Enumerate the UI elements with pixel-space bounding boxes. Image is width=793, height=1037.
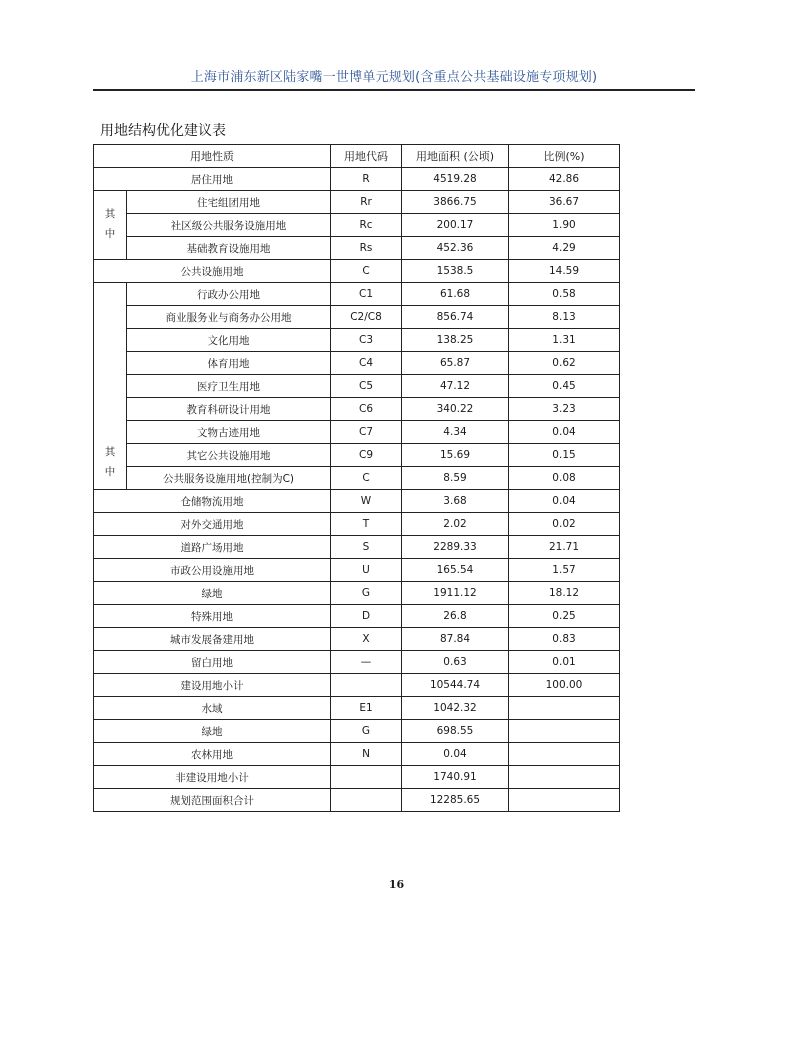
area-cell: 1042.32 [402, 697, 509, 720]
land-type-cell: 公共服务设施用地(控制为C) [127, 467, 331, 490]
land-type-cell: 公共设施用地 [94, 260, 331, 283]
land-type-cell: 住宅组团用地 [127, 191, 331, 214]
ratio-cell: 8.13 [509, 306, 620, 329]
area-cell: 3866.75 [402, 191, 509, 214]
ratio-cell: 21.71 [509, 536, 620, 559]
land-code-cell [331, 789, 402, 812]
ratio-cell: 0.04 [509, 490, 620, 513]
ratio-cell: 0.01 [509, 651, 620, 674]
land-type-cell: 医疗卫生用地 [127, 375, 331, 398]
area-cell: 15.69 [402, 444, 509, 467]
land-type-cell: 绿地 [94, 582, 331, 605]
ratio-cell: 0.08 [509, 467, 620, 490]
table-row [94, 582, 620, 605]
ratio-cell: 3.23 [509, 398, 620, 421]
ratio-cell [509, 697, 620, 720]
land-type-cell: 非建设用地小计 [94, 766, 331, 789]
area-cell: 4519.28 [402, 168, 509, 191]
group-label-char: 中 [104, 466, 116, 479]
table-row [94, 789, 620, 812]
area-cell: 3.68 [402, 490, 509, 513]
table-row [94, 628, 620, 651]
area-cell: 340.22 [402, 398, 509, 421]
area-cell: 65.87 [402, 352, 509, 375]
header-divider [93, 89, 695, 91]
land-code-cell [331, 766, 402, 789]
table-row [94, 329, 620, 352]
group-label-char: 其 [104, 446, 116, 459]
ratio-cell [509, 789, 620, 812]
ratio-cell: 0.58 [509, 283, 620, 306]
land-code-cell [331, 674, 402, 697]
land-code-cell: C [331, 467, 402, 490]
group-label-public [94, 283, 127, 490]
area-cell: 200.17 [402, 214, 509, 237]
area-cell: 12285.65 [402, 789, 509, 812]
land-type-cell: 教育科研设计用地 [127, 398, 331, 421]
table-row [94, 605, 620, 628]
land-code-cell: C2/C8 [331, 306, 402, 329]
ratio-cell: 18.12 [509, 582, 620, 605]
ratio-cell: 0.62 [509, 352, 620, 375]
table-row [94, 467, 620, 490]
land-code-cell: C6 [331, 398, 402, 421]
land-type-cell: 建设用地小计 [94, 674, 331, 697]
ratio-cell: 0.02 [509, 513, 620, 536]
area-cell: 8.59 [402, 467, 509, 490]
table-row [94, 421, 620, 444]
land-code-cell: C1 [331, 283, 402, 306]
ratio-cell: 0.15 [509, 444, 620, 467]
table-row [94, 766, 620, 789]
ratio-cell: 1.57 [509, 559, 620, 582]
column-header-area: 用地面积 (公顷) [402, 145, 509, 168]
land-type-cell: 商业服务业与商务办公用地 [127, 306, 331, 329]
table-row [94, 375, 620, 398]
area-cell: 1911.12 [402, 582, 509, 605]
table-row [94, 490, 620, 513]
land-code-cell: — [331, 651, 402, 674]
area-cell: 4.34 [402, 421, 509, 444]
area-cell: 0.63 [402, 651, 509, 674]
land-code-cell: C4 [331, 352, 402, 375]
area-cell: 61.68 [402, 283, 509, 306]
land-type-cell: 对外交通用地 [94, 513, 331, 536]
area-cell: 1740.91 [402, 766, 509, 789]
area-cell: 10544.74 [402, 674, 509, 697]
table-row [94, 674, 620, 697]
table-row [94, 720, 620, 743]
ratio-cell: 42.86 [509, 168, 620, 191]
table-row [94, 559, 620, 582]
area-cell: 47.12 [402, 375, 509, 398]
land-type-cell: 其它公共设施用地 [127, 444, 331, 467]
land-code-cell: G [331, 582, 402, 605]
ratio-cell: 4.29 [509, 237, 620, 260]
land-type-cell: 仓储物流用地 [94, 490, 331, 513]
area-cell: 87.84 [402, 628, 509, 651]
land-type-cell: 居住用地 [94, 168, 331, 191]
ratio-cell: 100.00 [509, 674, 620, 697]
ratio-cell [509, 743, 620, 766]
table-row [94, 651, 620, 674]
column-header-ratio: 比例(%) [509, 145, 620, 168]
area-cell: 138.25 [402, 329, 509, 352]
land-code-cell: S [331, 536, 402, 559]
ratio-cell: 1.31 [509, 329, 620, 352]
table-caption: 用地结构优化建议表 [100, 123, 226, 139]
table-row [94, 191, 620, 214]
area-cell: 856.74 [402, 306, 509, 329]
land-type-cell: 市政公用设施用地 [94, 559, 331, 582]
land-code-cell: C9 [331, 444, 402, 467]
ratio-cell: 0.83 [509, 628, 620, 651]
ratio-cell: 0.45 [509, 375, 620, 398]
group-label-char: 中 [104, 228, 116, 240]
table-row [94, 168, 620, 191]
land-type-cell: 文化用地 [127, 329, 331, 352]
table-row [94, 536, 620, 559]
land-code-cell: T [331, 513, 402, 536]
group-label-residential [94, 191, 127, 260]
land-code-cell: C3 [331, 329, 402, 352]
table-row [94, 444, 620, 467]
area-cell: 452.36 [402, 237, 509, 260]
land-code-cell: X [331, 628, 402, 651]
land-code-cell: W [331, 490, 402, 513]
area-cell: 2.02 [402, 513, 509, 536]
land-code-cell: Rs [331, 237, 402, 260]
table-row [94, 237, 620, 260]
table-row [94, 398, 620, 421]
area-cell: 165.54 [402, 559, 509, 582]
land-code-cell: E1 [331, 697, 402, 720]
land-type-cell: 体育用地 [127, 352, 331, 375]
area-cell: 2289.33 [402, 536, 509, 559]
table-row [94, 697, 620, 720]
page-header-title: 上海市浦东新区陆家嘴一世博单元规划(含重点公共基础设施专项规划) [190, 70, 598, 85]
table-header-row [94, 145, 620, 168]
table-row [94, 260, 620, 283]
land-code-cell: U [331, 559, 402, 582]
table-row [94, 283, 620, 306]
land-code-cell: C [331, 260, 402, 283]
ratio-cell: 0.25 [509, 605, 620, 628]
land-type-cell: 行政办公用地 [127, 283, 331, 306]
land-type-cell: 基础教育设施用地 [127, 237, 331, 260]
ratio-cell: 1.90 [509, 214, 620, 237]
land-code-cell: C7 [331, 421, 402, 444]
area-cell: 26.8 [402, 605, 509, 628]
ratio-cell [509, 766, 620, 789]
land-code-cell: Rc [331, 214, 402, 237]
land-type-cell: 特殊用地 [94, 605, 331, 628]
land-type-cell: 文物古迹用地 [127, 421, 331, 444]
land-type-cell: 道路广场用地 [94, 536, 331, 559]
land-code-cell: C5 [331, 375, 402, 398]
land-type-cell: 绿地 [94, 720, 331, 743]
table-row [94, 513, 620, 536]
table-row [94, 306, 620, 329]
land-type-cell: 规划范围面积合计 [94, 789, 331, 812]
land-code-cell: G [331, 720, 402, 743]
land-code-cell: Rr [331, 191, 402, 214]
area-cell: 698.55 [402, 720, 509, 743]
ratio-cell: 0.04 [509, 421, 620, 444]
group-label-char: 其 [104, 208, 116, 221]
area-cell: 1538.5 [402, 260, 509, 283]
land-type-cell: 社区级公共服务设施用地 [127, 214, 331, 237]
area-cell: 0.04 [402, 743, 509, 766]
column-header-code: 用地代码 [331, 145, 402, 168]
land-type-cell: 留白用地 [94, 651, 331, 674]
column-header-land-type: 用地性质 [94, 145, 331, 168]
land-type-cell: 水域 [94, 697, 331, 720]
land-code-cell: R [331, 168, 402, 191]
table-row [94, 352, 620, 375]
table-row [94, 214, 620, 237]
land-use-table [93, 144, 620, 812]
ratio-cell: 36.67 [509, 191, 620, 214]
land-type-cell: 城市发展备建用地 [94, 628, 331, 651]
ratio-cell: 14.59 [509, 260, 620, 283]
land-code-cell: D [331, 605, 402, 628]
land-type-cell: 农林用地 [94, 743, 331, 766]
table-row [94, 743, 620, 766]
page-number: 16 [388, 878, 405, 891]
land-code-cell: N [331, 743, 402, 766]
ratio-cell [509, 720, 620, 743]
